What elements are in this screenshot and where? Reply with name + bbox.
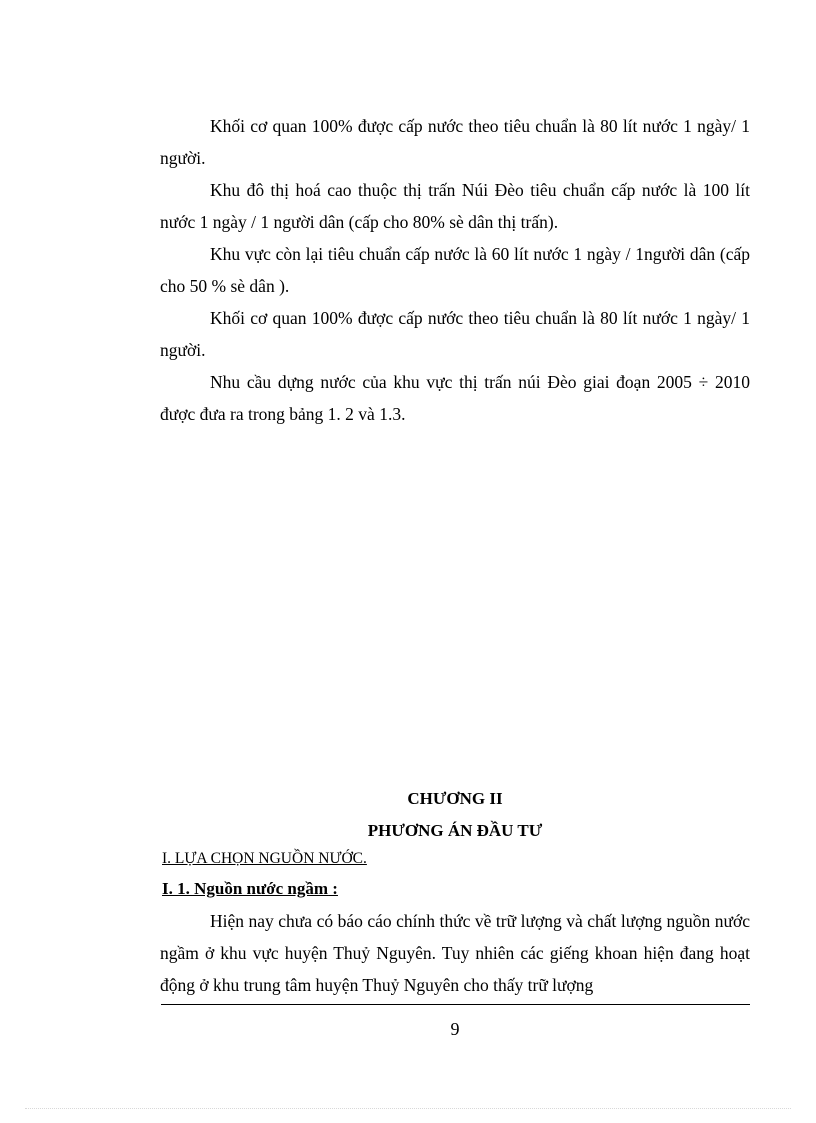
page-edge-divider (25, 1108, 791, 1109)
body-paragraph: Hiện nay chưa có báo cáo chính thức về trữ lượng và chất lượng nguồn nước ngầm ở khu vực huyện Thuỷ Nguyên. Tuy nhiên các giếng khoan hiện đang hoạt động ở khu trung tâm huyện Thuỷ Nguyên cho thấy trữ lượng (160, 911, 750, 995)
paragraph-4: Khối cơ quan 100% được cấp nước theo tiêu chuẩn là 80 lít nước 1 ngày/ 1 người. (160, 308, 750, 360)
chapter-title: PHƯƠNG ÁN ĐẦU TƯ (367, 821, 543, 840)
paragraph-3: Khu vực còn lại tiêu chuẩn cấp nước là 60 lít nước 1 ngày / 1người dân (cấp cho 50 % sè dân ). (160, 244, 750, 296)
page-number: 9 (450, 1019, 460, 1039)
footer-rule (161, 1004, 750, 1005)
section-heading: I. LỰA CHỌN NGUỒN NƯỚC. (162, 850, 367, 867)
subsection-colon: : (328, 879, 338, 898)
chapter-number: CHƯƠNG II (407, 789, 503, 808)
paragraph-2: Khu đô thị hoá cao thuộc thị trấn Núi Đèo tiêu chuẩn cấp nước là 100 lít nước 1 ngày / 1 người dân (cấp cho 80% sè dân thị trấn). (160, 180, 750, 232)
subsection-heading (162, 879, 338, 899)
paragraph-5: Nhu cầu dựng nước của khu vực thị trấn núi Đèo giai đoạn 2005 ÷ 2010 được đưa ra trong bảng 1. 2 và 1.3. (160, 372, 750, 424)
paragraph-1: Khối cơ quan 100% được cấp nước theo tiêu chuẩn là 80 lít nước 1 ngày/ 1 người. (160, 116, 750, 168)
subsection-title: I. 1. Nguồn nước ngầm (162, 879, 329, 898)
